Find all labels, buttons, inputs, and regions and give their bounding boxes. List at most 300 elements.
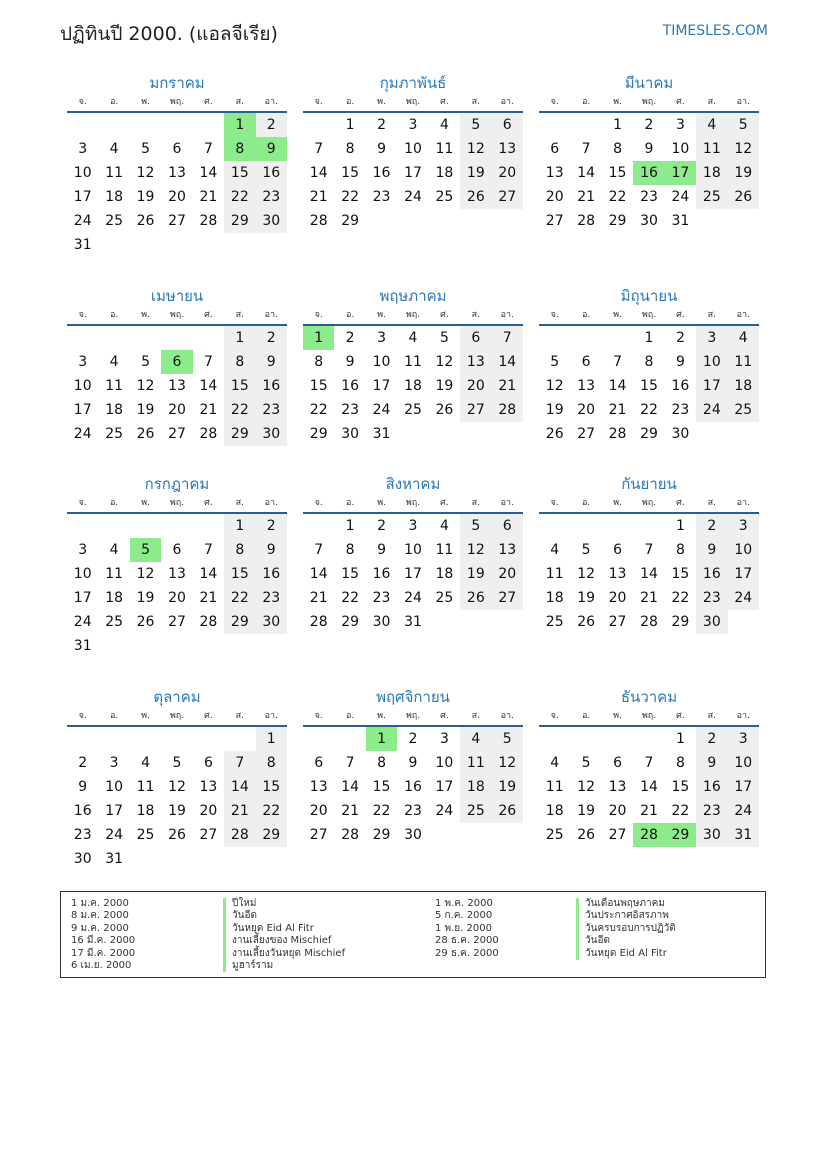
day-cell[interactable]: 13 — [608, 566, 627, 582]
day-cell[interactable]: 21 — [608, 402, 627, 418]
day-cell[interactable]: 11 — [728, 350, 759, 374]
day-cell[interactable]: 27 — [545, 213, 564, 229]
day-cell[interactable]: 9 — [256, 350, 287, 374]
day-cell[interactable]: 17 — [73, 590, 92, 606]
day-cell[interactable]: 3 — [696, 326, 727, 350]
day-cell[interactable]: 29 — [372, 827, 391, 843]
day-cell[interactable]: 19 — [460, 161, 491, 185]
day-cell[interactable]: 5 — [172, 755, 182, 771]
day-cell[interactable]: 26 — [168, 827, 186, 843]
day-cell[interactable]: 12 — [577, 566, 596, 582]
day-cell[interactable]: 30 — [696, 610, 727, 634]
day-cell[interactable]: 23 — [640, 189, 658, 205]
day-cell[interactable]: 23 — [696, 799, 727, 823]
day-cell[interactable]: 16 — [633, 161, 664, 185]
day-cell[interactable]: 20 — [492, 562, 523, 586]
day-cell[interactable]: 21 — [577, 189, 596, 205]
day-cell[interactable]: 24 — [73, 614, 92, 630]
day-cell[interactable]: 1 — [303, 326, 334, 350]
day-cell[interactable]: 25 — [435, 189, 454, 205]
day-cell[interactable]: 21 — [199, 402, 218, 418]
day-cell[interactable]: 30 — [341, 426, 360, 442]
day-cell[interactable]: 13 — [492, 137, 523, 161]
day-cell[interactable]: 30 — [640, 213, 658, 229]
day-cell[interactable]: 3 — [439, 731, 449, 747]
day-cell[interactable]: 7 — [314, 141, 324, 157]
day-cell[interactable]: 6 — [314, 755, 324, 771]
day-cell[interactable]: 14 — [341, 779, 360, 795]
day-cell[interactable]: 17 — [105, 803, 124, 819]
day-cell[interactable]: 16 — [696, 775, 727, 799]
day-cell[interactable]: 13 — [492, 538, 523, 562]
day-cell[interactable]: 12 — [168, 779, 186, 795]
day-cell[interactable]: 27 — [168, 614, 186, 630]
day-cell[interactable]: 8 — [377, 755, 387, 771]
day-cell[interactable]: 14 — [640, 779, 658, 795]
day-cell[interactable]: 29 — [671, 614, 690, 630]
day-cell[interactable]: 8 — [224, 350, 255, 374]
day-cell[interactable]: 5 — [460, 113, 491, 137]
day-cell[interactable]: 27 — [577, 426, 596, 442]
day-cell[interactable]: 14 — [199, 165, 218, 181]
day-cell[interactable]: 3 — [377, 330, 387, 346]
day-cell[interactable]: 22 — [671, 803, 690, 819]
day-cell[interactable]: 20 — [608, 590, 627, 606]
day-cell[interactable]: 5 — [460, 514, 491, 538]
day-cell[interactable]: 24 — [728, 799, 759, 823]
day-cell[interactable]: 14 — [199, 566, 218, 582]
day-cell[interactable]: 4 — [109, 542, 119, 558]
day-cell[interactable]: 4 — [109, 141, 119, 157]
day-cell[interactable]: 14 — [492, 350, 523, 374]
day-cell[interactable]: 12 — [136, 378, 155, 394]
day-cell[interactable]: 20 — [199, 803, 218, 819]
day-cell[interactable]: 27 — [199, 827, 218, 843]
day-cell[interactable]: 1 — [366, 727, 397, 751]
site-link[interactable]: TIMESLES.COM — [662, 23, 768, 39]
day-cell[interactable]: 12 — [577, 779, 596, 795]
day-cell[interactable]: 2 — [78, 755, 88, 771]
day-cell[interactable]: 9 — [675, 354, 685, 370]
day-cell[interactable]: 6 — [613, 542, 623, 558]
day-cell[interactable]: 18 — [545, 590, 564, 606]
day-cell[interactable]: 28 — [633, 823, 664, 847]
day-cell[interactable]: 25 — [136, 827, 155, 843]
day-cell[interactable]: 29 — [608, 213, 627, 229]
day-cell[interactable]: 16 — [341, 378, 360, 394]
day-cell[interactable]: 25 — [545, 614, 564, 630]
day-cell[interactable]: 8 — [345, 141, 355, 157]
day-cell[interactable]: 21 — [224, 799, 255, 823]
day-cell[interactable]: 28 — [199, 614, 218, 630]
day-cell[interactable]: 20 — [168, 590, 186, 606]
day-cell[interactable]: 10 — [73, 378, 92, 394]
day-cell[interactable]: 27 — [168, 213, 186, 229]
day-cell[interactable]: 24 — [435, 803, 454, 819]
day-cell[interactable]: 12 — [460, 137, 491, 161]
day-cell[interactable]: 29 — [665, 823, 696, 847]
day-cell[interactable]: 14 — [309, 165, 328, 181]
day-cell[interactable]: 11 — [435, 542, 454, 558]
day-cell[interactable]: 1 — [345, 117, 355, 133]
day-cell[interactable]: 27 — [608, 614, 627, 630]
day-cell[interactable]: 7 — [345, 755, 355, 771]
day-cell[interactable]: 7 — [314, 542, 324, 558]
day-cell[interactable]: 5 — [581, 755, 591, 771]
day-cell[interactable]: 3 — [109, 755, 119, 771]
day-cell[interactable]: 24 — [696, 398, 727, 422]
day-cell[interactable]: 10 — [728, 751, 759, 775]
day-cell[interactable]: 13 — [168, 566, 186, 582]
day-cell[interactable]: 19 — [728, 161, 759, 185]
day-cell[interactable]: 31 — [671, 213, 690, 229]
day-cell[interactable]: 12 — [136, 165, 155, 181]
day-cell[interactable]: 2 — [345, 330, 355, 346]
day-cell[interactable]: 21 — [341, 803, 360, 819]
day-cell[interactable]: 22 — [341, 189, 360, 205]
day-cell[interactable]: 24 — [73, 213, 92, 229]
day-cell[interactable]: 19 — [545, 402, 564, 418]
day-cell[interactable]: 22 — [640, 402, 658, 418]
day-cell[interactable]: 18 — [460, 775, 491, 799]
day-cell[interactable]: 13 — [545, 165, 564, 181]
day-cell[interactable]: 31 — [404, 614, 422, 630]
day-cell[interactable]: 12 — [435, 354, 454, 370]
day-cell[interactable]: 2 — [696, 514, 727, 538]
day-cell[interactable]: 9 — [256, 137, 287, 161]
day-cell[interactable]: 5 — [492, 727, 523, 751]
day-cell[interactable]: 23 — [73, 827, 92, 843]
day-cell[interactable]: 12 — [460, 538, 491, 562]
day-cell[interactable]: 20 — [608, 803, 627, 819]
day-cell[interactable]: 17 — [728, 562, 759, 586]
day-cell[interactable]: 10 — [404, 542, 422, 558]
day-cell[interactable]: 8 — [613, 141, 623, 157]
day-cell[interactable]: 26 — [728, 185, 759, 209]
day-cell[interactable]: 18 — [105, 590, 124, 606]
day-cell[interactable]: 8 — [224, 137, 255, 161]
day-cell[interactable]: 26 — [435, 402, 454, 418]
day-cell[interactable]: 1 — [224, 326, 255, 350]
day-cell[interactable]: 19 — [136, 590, 155, 606]
day-cell[interactable]: 4 — [728, 326, 759, 350]
day-cell[interactable]: 31 — [105, 851, 124, 867]
day-cell[interactable]: 17 — [73, 189, 92, 205]
day-cell[interactable]: 15 — [640, 378, 658, 394]
day-cell[interactable]: 20 — [460, 374, 491, 398]
day-cell[interactable]: 7 — [203, 354, 213, 370]
day-cell[interactable]: 2 — [377, 518, 387, 534]
day-cell[interactable]: 7 — [644, 542, 654, 558]
day-cell[interactable]: 4 — [109, 354, 119, 370]
day-cell[interactable]: 17 — [696, 374, 727, 398]
day-cell[interactable]: 24 — [728, 586, 759, 610]
day-cell[interactable]: 25 — [728, 398, 759, 422]
day-cell[interactable]: 30 — [73, 851, 92, 867]
day-cell[interactable]: 17 — [728, 775, 759, 799]
day-cell[interactable]: 28 — [341, 827, 360, 843]
day-cell[interactable]: 8 — [675, 755, 685, 771]
day-cell[interactable]: 12 — [492, 751, 523, 775]
day-cell[interactable]: 25 — [460, 799, 491, 823]
day-cell[interactable]: 6 — [492, 514, 523, 538]
day-cell[interactable]: 26 — [136, 426, 155, 442]
day-cell[interactable]: 6 — [492, 113, 523, 137]
day-cell[interactable]: 17 — [73, 402, 92, 418]
day-cell[interactable]: 4 — [141, 755, 151, 771]
day-cell[interactable]: 22 — [671, 590, 690, 606]
day-cell[interactable]: 11 — [460, 751, 491, 775]
day-cell[interactable]: 20 — [492, 161, 523, 185]
day-cell[interactable]: 27 — [492, 185, 523, 209]
day-cell[interactable]: 19 — [136, 189, 155, 205]
day-cell[interactable]: 11 — [105, 165, 124, 181]
day-cell[interactable]: 3 — [728, 727, 759, 751]
day-cell[interactable]: 22 — [309, 402, 328, 418]
day-cell[interactable]: 10 — [105, 779, 124, 795]
day-cell[interactable]: 21 — [309, 590, 328, 606]
day-cell[interactable]: 8 — [224, 538, 255, 562]
day-cell[interactable]: 10 — [696, 350, 727, 374]
day-cell[interactable]: 26 — [136, 213, 155, 229]
day-cell[interactable]: 29 — [309, 426, 328, 442]
day-cell[interactable]: 7 — [492, 326, 523, 350]
day-cell[interactable]: 18 — [545, 803, 564, 819]
day-cell[interactable]: 13 — [168, 165, 186, 181]
day-cell[interactable]: 14 — [608, 378, 627, 394]
day-cell[interactable]: 28 — [309, 213, 328, 229]
day-cell[interactable]: 5 — [550, 354, 560, 370]
day-cell[interactable]: 21 — [640, 803, 658, 819]
day-cell[interactable]: 15 — [341, 165, 360, 181]
day-cell[interactable]: 11 — [545, 566, 564, 582]
day-cell[interactable]: 16 — [671, 378, 690, 394]
day-cell[interactable]: 4 — [439, 518, 449, 534]
day-cell[interactable]: 13 — [168, 378, 186, 394]
day-cell[interactable]: 4 — [550, 755, 560, 771]
day-cell[interactable]: 29 — [224, 610, 255, 634]
day-cell[interactable]: 16 — [696, 562, 727, 586]
day-cell[interactable]: 15 — [224, 161, 255, 185]
day-cell[interactable]: 17 — [665, 161, 696, 185]
day-cell[interactable]: 18 — [105, 189, 124, 205]
day-cell[interactable]: 8 — [314, 354, 324, 370]
day-cell[interactable]: 29 — [341, 213, 360, 229]
day-cell[interactable]: 23 — [696, 586, 727, 610]
day-cell[interactable]: 17 — [404, 566, 422, 582]
day-cell[interactable]: 25 — [404, 402, 422, 418]
day-cell[interactable]: 5 — [439, 330, 449, 346]
day-cell[interactable]: 7 — [224, 751, 255, 775]
day-cell[interactable]: 3 — [408, 117, 418, 133]
day-cell[interactable]: 15 — [671, 566, 690, 582]
day-cell[interactable]: 3 — [78, 542, 88, 558]
day-cell[interactable]: 25 — [105, 614, 124, 630]
day-cell[interactable]: 25 — [435, 590, 454, 606]
day-cell[interactable]: 11 — [136, 779, 155, 795]
day-cell[interactable]: 12 — [728, 137, 759, 161]
day-cell[interactable]: 26 — [577, 827, 596, 843]
day-cell[interactable]: 24 — [73, 426, 92, 442]
day-cell[interactable]: 2 — [377, 117, 387, 133]
day-cell[interactable]: 28 — [199, 213, 218, 229]
day-cell[interactable]: 18 — [435, 165, 454, 181]
day-cell[interactable]: 19 — [435, 378, 454, 394]
day-cell[interactable]: 3 — [675, 117, 685, 133]
day-cell[interactable]: 7 — [613, 354, 623, 370]
day-cell[interactable]: 15 — [224, 562, 255, 586]
day-cell[interactable]: 30 — [372, 614, 391, 630]
day-cell[interactable]: 14 — [577, 165, 596, 181]
day-cell[interactable]: 29 — [256, 823, 287, 847]
day-cell[interactable]: 3 — [78, 141, 88, 157]
day-cell[interactable]: 21 — [640, 590, 658, 606]
day-cell[interactable]: 1 — [644, 330, 654, 346]
day-cell[interactable]: 15 — [256, 775, 287, 799]
day-cell[interactable]: 1 — [613, 117, 623, 133]
day-cell[interactable]: 6 — [161, 350, 192, 374]
day-cell[interactable]: 19 — [460, 562, 491, 586]
day-cell[interactable]: 3 — [408, 518, 418, 534]
day-cell[interactable]: 16 — [256, 562, 287, 586]
day-cell[interactable]: 9 — [696, 538, 727, 562]
day-cell[interactable]: 16 — [372, 165, 391, 181]
day-cell[interactable]: 27 — [460, 398, 491, 422]
day-cell[interactable]: 24 — [671, 189, 690, 205]
day-cell[interactable]: 24 — [105, 827, 124, 843]
day-cell[interactable]: 13 — [608, 779, 627, 795]
day-cell[interactable]: 18 — [404, 378, 422, 394]
day-cell[interactable]: 2 — [256, 113, 287, 137]
day-cell[interactable]: 22 — [256, 799, 287, 823]
day-cell[interactable]: 19 — [136, 402, 155, 418]
day-cell[interactable]: 15 — [341, 566, 360, 582]
day-cell[interactable]: 11 — [696, 137, 727, 161]
day-cell[interactable]: 22 — [372, 803, 391, 819]
day-cell[interactable]: 2 — [256, 326, 287, 350]
day-cell[interactable]: 9 — [408, 755, 418, 771]
day-cell[interactable]: 19 — [577, 803, 596, 819]
day-cell[interactable]: 16 — [73, 803, 92, 819]
day-cell[interactable]: 28 — [309, 614, 328, 630]
day-cell[interactable]: 9 — [345, 354, 355, 370]
day-cell[interactable]: 31 — [728, 823, 759, 847]
day-cell[interactable]: 13 — [199, 779, 218, 795]
day-cell[interactable]: 24 — [404, 590, 422, 606]
day-cell[interactable]: 21 — [199, 189, 218, 205]
day-cell[interactable]: 18 — [105, 402, 124, 418]
day-cell[interactable]: 6 — [550, 141, 560, 157]
day-cell[interactable]: 25 — [696, 185, 727, 209]
day-cell[interactable]: 27 — [309, 827, 328, 843]
day-cell[interactable]: 12 — [545, 378, 564, 394]
day-cell[interactable]: 19 — [577, 590, 596, 606]
day-cell[interactable]: 25 — [105, 426, 124, 442]
day-cell[interactable]: 23 — [256, 586, 287, 610]
day-cell[interactable]: 7 — [203, 542, 213, 558]
day-cell[interactable]: 26 — [545, 426, 564, 442]
day-cell[interactable]: 11 — [404, 354, 422, 370]
day-cell[interactable]: 15 — [671, 779, 690, 795]
day-cell[interactable]: 3 — [728, 514, 759, 538]
day-cell[interactable]: 10 — [728, 538, 759, 562]
day-cell[interactable]: 11 — [105, 378, 124, 394]
day-cell[interactable]: 16 — [404, 779, 422, 795]
day-cell[interactable]: 1 — [675, 731, 685, 747]
day-cell[interactable]: 16 — [256, 374, 287, 398]
day-cell[interactable]: 14 — [199, 378, 218, 394]
day-cell[interactable]: 20 — [577, 402, 596, 418]
day-cell[interactable]: 26 — [460, 586, 491, 610]
day-cell[interactable]: 24 — [372, 402, 391, 418]
day-cell[interactable]: 20 — [545, 189, 564, 205]
day-cell[interactable]: 5 — [581, 542, 591, 558]
day-cell[interactable]: 13 — [309, 779, 328, 795]
day-cell[interactable]: 20 — [309, 803, 328, 819]
day-cell[interactable]: 29 — [640, 426, 658, 442]
day-cell[interactable]: 27 — [168, 426, 186, 442]
day-cell[interactable]: 9 — [78, 779, 88, 795]
day-cell[interactable]: 8 — [345, 542, 355, 558]
day-cell[interactable]: 2 — [256, 514, 287, 538]
day-cell[interactable]: 2 — [644, 117, 654, 133]
day-cell[interactable]: 6 — [460, 326, 491, 350]
day-cell[interactable]: 9 — [644, 141, 654, 157]
day-cell[interactable]: 21 — [309, 189, 328, 205]
day-cell[interactable]: 4 — [460, 727, 491, 751]
day-cell[interactable]: 22 — [224, 586, 255, 610]
day-cell[interactable]: 16 — [372, 566, 391, 582]
day-cell[interactable]: 4 — [439, 117, 449, 133]
day-cell[interactable]: 27 — [608, 827, 627, 843]
day-cell[interactable]: 20 — [168, 402, 186, 418]
day-cell[interactable]: 15 — [224, 374, 255, 398]
day-cell[interactable]: 26 — [136, 614, 155, 630]
day-cell[interactable]: 9 — [696, 751, 727, 775]
day-cell[interactable]: 1 — [224, 514, 255, 538]
day-cell[interactable]: 2 — [696, 727, 727, 751]
day-cell[interactable]: 30 — [256, 209, 287, 233]
day-cell[interactable]: 16 — [256, 161, 287, 185]
day-cell[interactable]: 4 — [696, 113, 727, 137]
day-cell[interactable]: 25 — [545, 827, 564, 843]
day-cell[interactable]: 28 — [577, 213, 596, 229]
day-cell[interactable]: 28 — [492, 398, 523, 422]
day-cell[interactable]: 13 — [577, 378, 596, 394]
day-cell[interactable]: 26 — [460, 185, 491, 209]
day-cell[interactable]: 28 — [640, 614, 658, 630]
day-cell[interactable]: 20 — [168, 189, 186, 205]
day-cell[interactable]: 27 — [492, 586, 523, 610]
day-cell[interactable]: 28 — [608, 426, 627, 442]
day-cell[interactable]: 30 — [256, 422, 287, 446]
day-cell[interactable]: 6 — [172, 141, 182, 157]
day-cell[interactable]: 8 — [675, 542, 685, 558]
day-cell[interactable]: 29 — [224, 209, 255, 233]
day-cell[interactable]: 23 — [256, 398, 287, 422]
day-cell[interactable]: 18 — [696, 161, 727, 185]
day-cell[interactable]: 23 — [341, 402, 360, 418]
day-cell[interactable]: 9 — [377, 542, 387, 558]
day-cell[interactable]: 8 — [256, 751, 287, 775]
day-cell[interactable]: 14 — [640, 566, 658, 582]
day-cell[interactable]: 21 — [492, 374, 523, 398]
day-cell[interactable]: 22 — [224, 398, 255, 422]
day-cell[interactable]: 26 — [577, 614, 596, 630]
day-cell[interactable]: 25 — [105, 213, 124, 229]
day-cell[interactable]: 15 — [608, 165, 627, 181]
day-cell[interactable]: 5 — [141, 141, 151, 157]
